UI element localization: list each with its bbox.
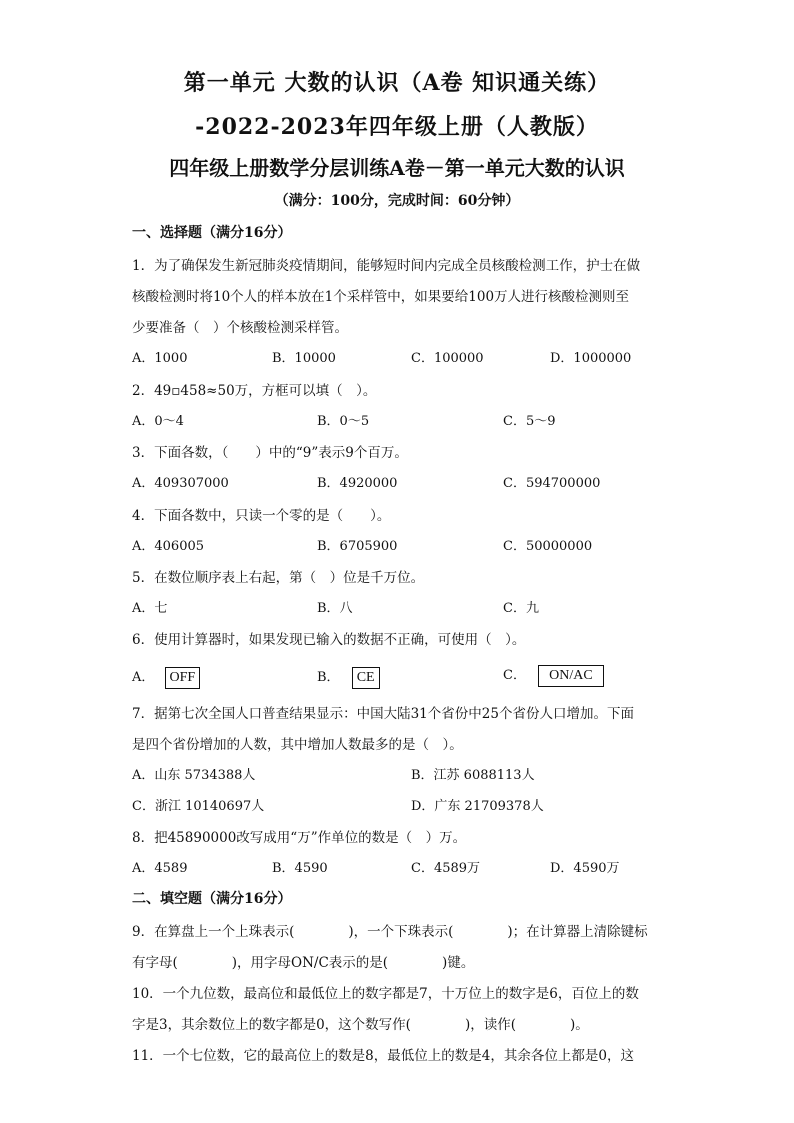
section-heading-fill-blank: 二、填空题（满分16分） [132, 891, 292, 907]
title-line-1: 第一单元 大数的认识（A卷 知识通关练） [183, 70, 611, 96]
question-3-text: 3．下面各数，（ ）中的“9”表示9个百万。 [132, 445, 408, 461]
question-2-option-b: B．0～5 [317, 414, 370, 429]
question-4-option-a: A．406005 [132, 539, 205, 554]
question-6-option-b [317, 666, 380, 689]
calculator-key-ce: CE [352, 667, 380, 689]
question-9-line-2: 有字母( )，用字母ON/C表示的是( )键。 [132, 955, 475, 971]
question-5-option-c: C．九 [503, 601, 539, 616]
question-8-option-c: C．4589万 [411, 861, 481, 876]
question-1-line-3: 少要准备（ ）个核酸检测采样管。 [132, 320, 348, 336]
question-3-option-b: B．4920000 [317, 476, 398, 491]
question-5-option-b: B．八 [317, 601, 353, 616]
question-11-line-1: 11．一个七位数，它的最高位上的数是8，最低位上的数是4，其余各位上都是0，这 [132, 1048, 634, 1064]
question-1-line-1: 1．为了确保发生新冠肺炎疫情期间，能够短时间内完成全员核酸检测工作，护士在做 [132, 258, 641, 274]
question-6-option-c [503, 664, 604, 687]
question-1-line-2: 核酸检测时将10个人的样本放在1个采样管中，如果要给100万人进行核酸检测则至 [132, 289, 630, 305]
question-1-option-b: B．10000 [272, 351, 336, 366]
question-6-option-a [132, 666, 200, 689]
question-5-text: 5．在数位顺序表上右起，第（ ）位是千万位。 [132, 570, 425, 586]
question-1-option-c: C．100000 [411, 351, 484, 366]
question-4-option-b: B．6705900 [317, 539, 398, 554]
question-10-line-2: 字是3，其余数位上的数字都是0，这个数写作( )，读作( )。 [132, 1017, 589, 1033]
title-line-2: -2022-2023年四年级上册（人教版） [195, 114, 599, 140]
calculator-key-on-ac: ON/AC [538, 665, 604, 687]
question-7-option-b: B．江苏 6088113人 [411, 768, 535, 783]
question-4-text: 4．下面各数中，只读一个零的是（ ）。 [132, 508, 391, 524]
section-heading-choice: 一、选择题（满分16分） [132, 225, 292, 241]
question-7-line-2: 是四个省份增加的人数，其中增加人数最多的是（ ）。 [132, 737, 463, 753]
question-8-option-b: B．4590 [272, 861, 328, 876]
question-6-option-b-label: B． [317, 670, 340, 685]
question-7-option-c: C．浙江 10140697人 [132, 799, 265, 814]
question-1-option-d: D．1000000 [550, 351, 632, 366]
question-7-option-a: A．山东 5734388人 [132, 768, 256, 783]
question-6-option-c-label: C． [503, 668, 526, 683]
calculator-key-off: OFF [165, 667, 201, 689]
question-6-option-a-label: A． [132, 670, 155, 685]
question-8-option-a: A．4589 [132, 861, 188, 876]
question-6-text: 6．使用计算器时，如果发现已输入的数据不正确，可使用（ ）。 [132, 632, 526, 648]
question-2-option-c: C．5～9 [503, 414, 556, 429]
score-info: （满分：100分，完成时间：60分钟） [274, 193, 520, 209]
question-1-option-a: A．1000 [132, 351, 188, 366]
question-3-option-a: A．409307000 [132, 476, 229, 491]
question-7-option-d: D．广东 21709378人 [411, 799, 544, 814]
question-4-option-c: C．50000000 [503, 539, 593, 554]
question-2-option-a: A．0～4 [132, 414, 184, 429]
question-8-text: 8．把45890000改写成用“万”作单位的数是（ ）万。 [132, 830, 467, 846]
question-7-line-1: 7．据第七次全国人口普查结果显示：中国大陆31个省份中25个省份人口增加。下面 [132, 706, 634, 722]
question-10-line-1: 10．一个九位数，最高位和最低位上的数字都是7，十万位上的数字是6，百位上的数 [132, 986, 639, 1002]
question-5-option-a: A．七 [132, 601, 168, 616]
subtitle: 四年级上册数学分层训练A卷－第一单元大数的认识 [169, 156, 625, 180]
question-3-option-c: C．594700000 [503, 476, 601, 491]
question-9-line-1: 9．在算盘上一个上珠表示( )，一个下珠表示( )；在计算器上清除键标 [132, 924, 648, 940]
question-8-option-d: D．4590万 [550, 861, 620, 876]
question-2-text: 2．49▫458≈50万，方框可以填（ ）。 [132, 383, 377, 399]
